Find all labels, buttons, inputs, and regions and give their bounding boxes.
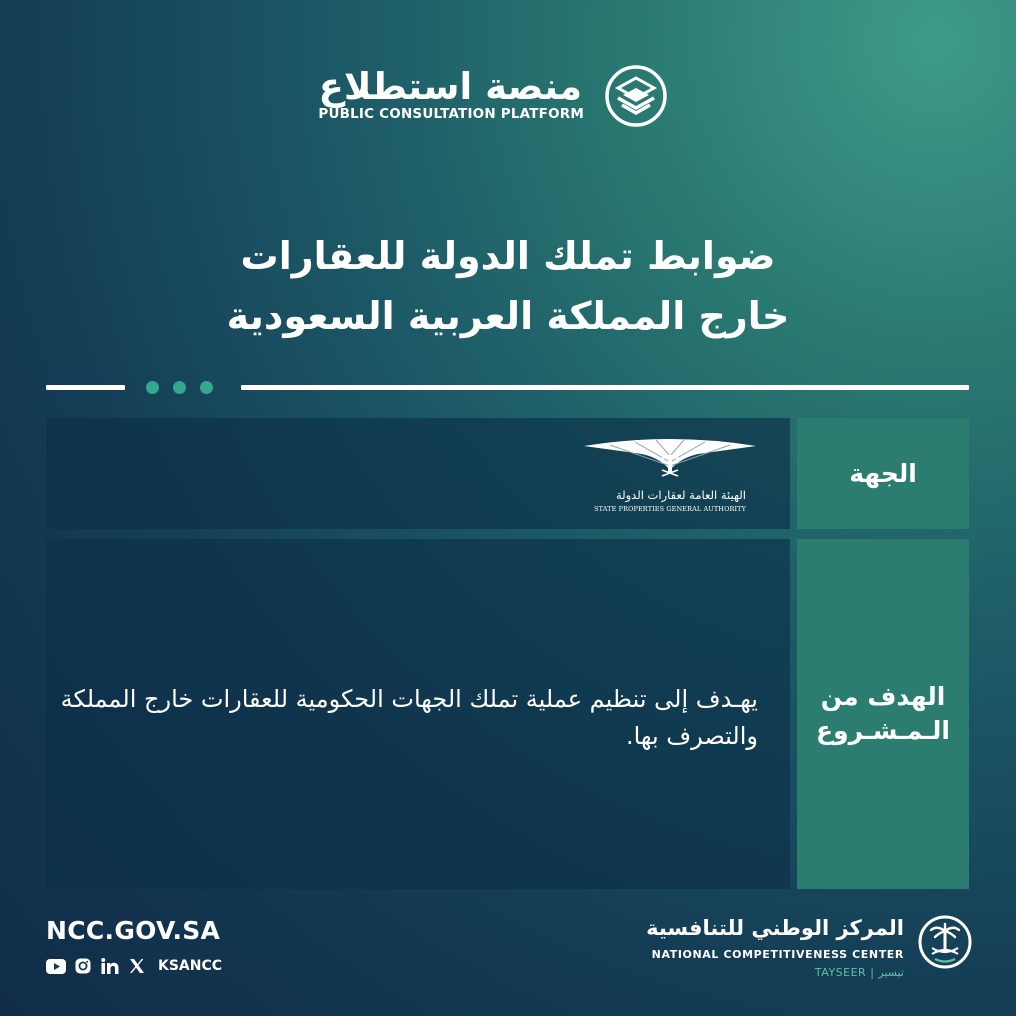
spga-name-en: STATE PROPERTIES GENERAL AUTHORITY (594, 505, 746, 513)
youtube-icon[interactable] (46, 956, 66, 976)
social-links (46, 956, 222, 976)
page-title-line-2: خارج المملكة العربية السعودية (226, 294, 790, 338)
social-handle: KSANCC (158, 958, 223, 974)
divider-dot (146, 381, 159, 394)
tayseer-program-label: TAYSEER | تيسير (814, 966, 904, 979)
page-title-line-1: ضوابط تملك الدولة للعقارات (240, 234, 776, 278)
instagram-icon[interactable] (73, 956, 93, 976)
linkedin-icon[interactable] (100, 956, 120, 976)
ncc-emblem-icon (918, 915, 972, 969)
divider-dot (200, 381, 213, 394)
divider-dot (173, 381, 186, 394)
spga-name-ar: الهيئة العامة لعقارات الدولة (615, 488, 746, 502)
entity-label-cell (797, 418, 969, 529)
platform-name-en: PUBLIC CONSULTATION PLATFORM (318, 106, 584, 122)
project-goal-label: الهدف من الـمـشـروع (816, 682, 950, 745)
project-goal-label-cell (797, 539, 969, 889)
project-goal-text: يهـدف إلى تنظيم عملية تملك الجهات الحكومية للعقارات خارج المملكة والتصرف بها. (60, 685, 758, 750)
ncc-name-en: NATIONAL COMPETITIVENESS CENTER (651, 948, 904, 961)
entity-label: الجهة (849, 458, 917, 488)
platform-name-ar: منصة استطلاع (318, 65, 582, 108)
platform-logo-icon (604, 64, 668, 128)
x-icon[interactable] (127, 956, 147, 976)
divider-bar-left (46, 385, 125, 390)
website-link[interactable]: NCC.GOV.SA (46, 916, 221, 945)
ncc-name-ar: المركز الوطني للتنافسية (646, 916, 904, 940)
divider-bar-right (241, 385, 969, 390)
